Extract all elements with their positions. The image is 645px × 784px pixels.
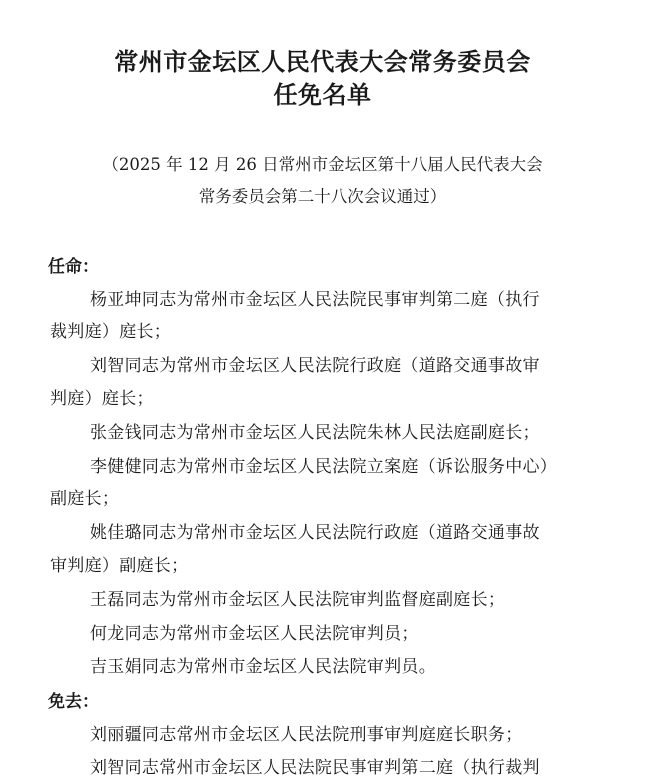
appointment-entry-3-line1: 张金钱同志为常州市金坛区人民法院朱林人民法庭副庭长； — [90, 423, 540, 443]
appointment-entry-2-line2: 判庭）庭长； — [50, 389, 154, 409]
appointment-entry-5-line2: 审判庭）副庭长； — [50, 556, 189, 576]
document-title-line2: 任免名单 — [273, 81, 372, 109]
document-subtitle-line2: 常务委员会第二十八次会议通过） — [198, 187, 447, 206]
appointments-heading: 任命： — [48, 257, 99, 277]
document-title-line1: 常州市金坛区人民代表大会常务委员会 — [114, 48, 531, 76]
appointment-entry-4-line1: 李健健同志为常州市金坛区人民法院立案庭（诉讼服务中心） — [90, 457, 558, 477]
appointment-entry-5-line1: 姚佳璐同志为常州市金坛区人民法院行政庭（道路交通事故 — [90, 523, 540, 543]
appointment-entry-2-line1: 刘智同志为常州市金坛区人民法院行政庭（道路交通事故审 — [90, 356, 540, 376]
removal-entry-1-line1: 刘丽疆同志常州市金坛区人民法院刑事审判庭庭长职务； — [90, 725, 523, 745]
document-subtitle-line1: （2025 年 12 月 26 日常州市金坛区第十八届人民代表大会 — [102, 155, 543, 174]
appointment-entry-4-line2: 副庭长； — [50, 489, 120, 509]
appointment-entry-8-line1: 吉玉娟同志为常州市金坛区人民法院审判员。 — [90, 657, 436, 677]
appointment-entry-7-line1: 何龙同志为常州市金坛区人民法院审判员； — [90, 624, 419, 644]
appointment-entry-1-line1: 杨亚坤同志为常州市金坛区人民法院民事审判第二庭（执行 — [90, 290, 540, 310]
appointment-entry-1-line2: 裁判庭）庭长； — [50, 322, 172, 342]
removal-entry-2-line1: 刘智同志常州市金坛区人民法院民事审判第二庭（执行裁判 — [90, 758, 540, 778]
appointment-entry-6-line1: 王磊同志为常州市金坛区人民法院审判监督庭副庭长； — [90, 590, 506, 610]
removals-heading: 免去： — [48, 692, 99, 712]
